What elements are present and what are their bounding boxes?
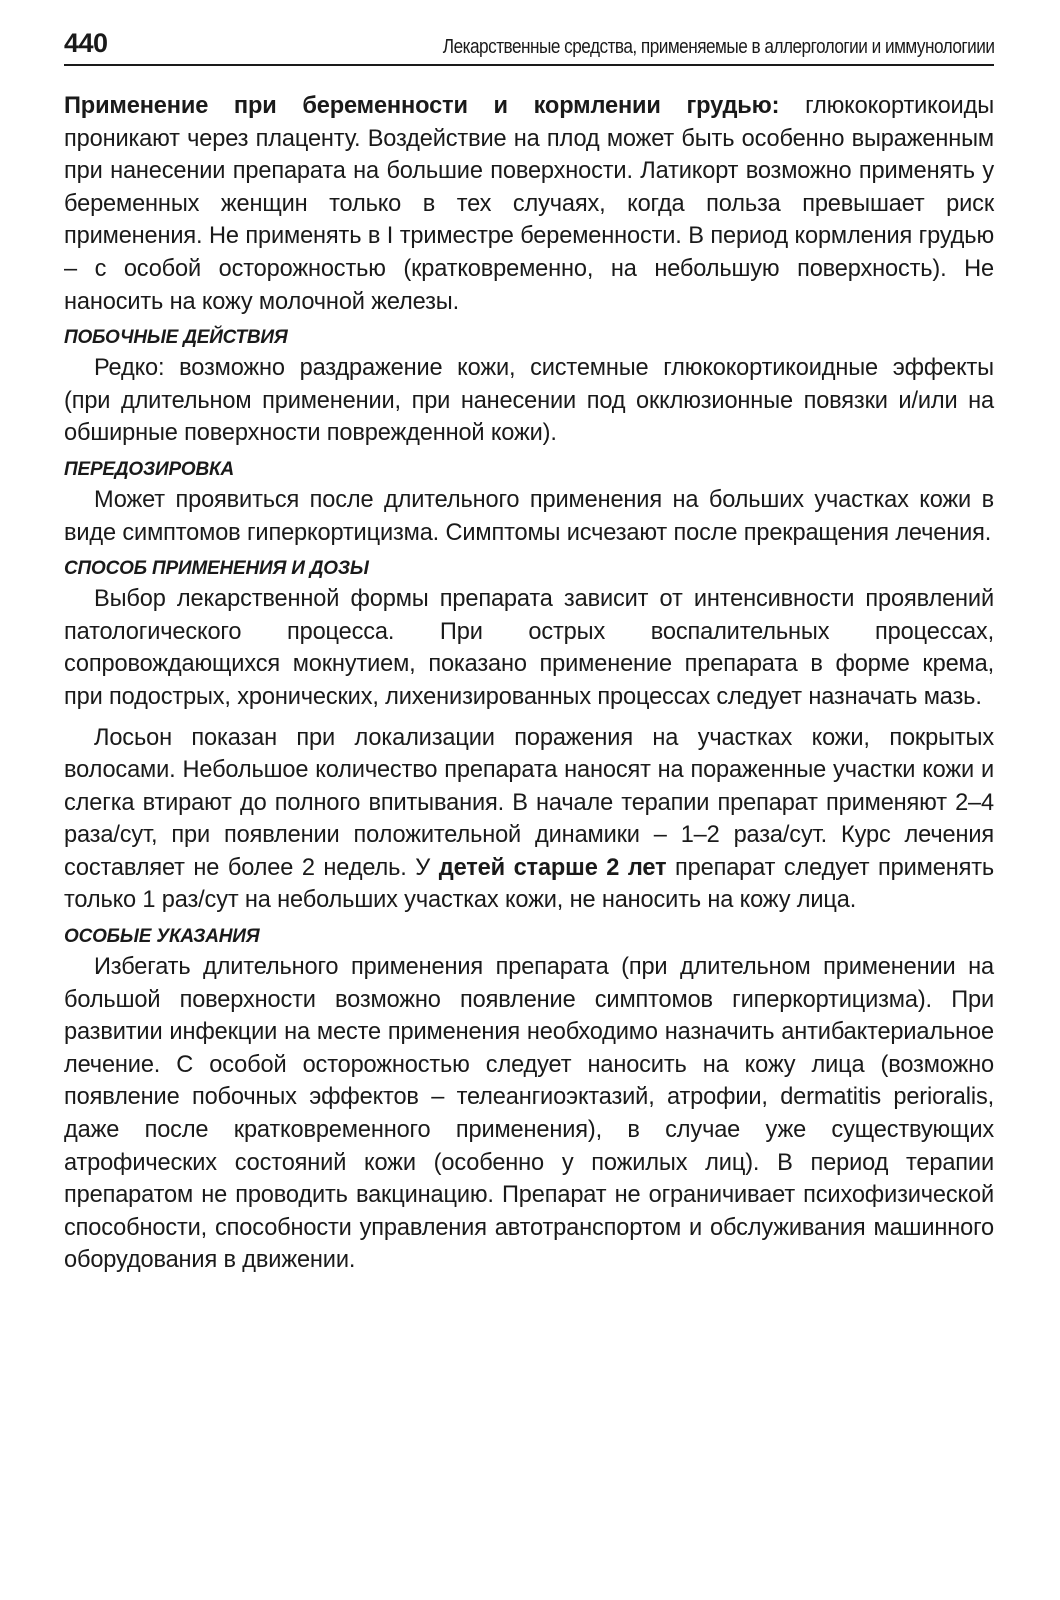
side-effects-text: Редко: возможно раздражение кожи, системные глюкокортикоидные эффекты (при длительном применении, при нанесении под окклюзионные повязки и/или на обширные поверхности поврежденной кожи). [64, 355, 994, 447]
dosage-paragraph-2 [64, 722, 994, 918]
dosage-paragraph-2-end: препарат следует применять только 1 раз/сут на небольших участках кожи, не наносить на кожу лица. [64, 854, 994, 914]
overdose-text: Может проявиться после длительного применения на больших участках кожи в виде симптомов гиперкортицизма. Симптомы исчезают после прекращения лечения. [64, 486, 994, 546]
page-content [64, 90, 994, 1277]
dosage-paragraph-2-start: Лосьон показан при локализации поражения на участках кожи, покрытых волосами. Небольшое количество препарата наносят на пораженные участки кожи и слегка втирают до полного впитывания. В начале терапии препарат применяют 2–4 раза/сут, при появлении положительной динамики – 1–2 раза/сут. Курс лечения составляет не более 2 недель. У [64, 724, 994, 881]
pregnancy-paragraph [64, 90, 994, 318]
pregnancy-label: Применение при беременности и кормлении грудью: [64, 93, 780, 119]
side-effects-heading: ПОБОЧНЫЕ ДЕЙСТВИЯ [64, 327, 288, 349]
book-page [64, 24, 994, 1277]
dosage-paragraph-1: Выбор лекарственной формы препарата зависит от интенсивности проявлений патологического процесса. При острых воспалительных процессах, сопровождающихся мокнутием, показано применение препарата в форме крема, при подострых, хронических, лихенизированных процессах следует назначать мазь. [64, 586, 994, 710]
dosage-children-emphasis: детей старше 2 лет [438, 854, 667, 881]
overdose-heading: ПЕРЕДОЗИРОВКА [64, 458, 235, 480]
special-notes-text: Избегать длительного применения препарата (при длительном применении на большой поверхности возможно появление симптомов гиперкортицизма). При развитии инфекции на месте применения необходимо назначить антибактериальное лечение. С особой осторожностью следует наносить на кожу лица (возможно появление побочных эффектов – телеангиоэктазий, атрофии, dermatitis perioralis, даже после кратковременного применения), в случае уже существующих атрофических состояний кожи (особенно у пожилых лиц). В период терапии препаратом не проводить вакцинацию. Препарат не ограничивает психофизической способности, способности управления автотранспортом и обслуживания машинного оборудования в движении. [64, 954, 994, 1274]
pregnancy-text: глюкокортикоиды проникают через плаценту. Воздействие на плод может быть особенно выраженным при нанесении препарата на большие поверхности. Латикорт возможно применять у беременных женщин только в тех случаях, когда польза превышает риск применения. Не применять в I триместре беременности. В период кормления грудью – с особой осторожностью (кратковременно, на небольшую поверхность). Не наносить на кожу молочной железы. [64, 93, 995, 315]
dosage-heading: СПОСОБ ПРИМЕНЕНИЯ И ДОЗЫ [64, 558, 369, 580]
special-notes-heading: ОСОБЫЕ УКАЗАНИЯ [64, 926, 260, 948]
page-number: 440 [64, 28, 108, 58]
running-head [64, 24, 994, 66]
running-title: Лекарственные средства, применяемые в аллергологии и иммунологиии [442, 36, 994, 58]
